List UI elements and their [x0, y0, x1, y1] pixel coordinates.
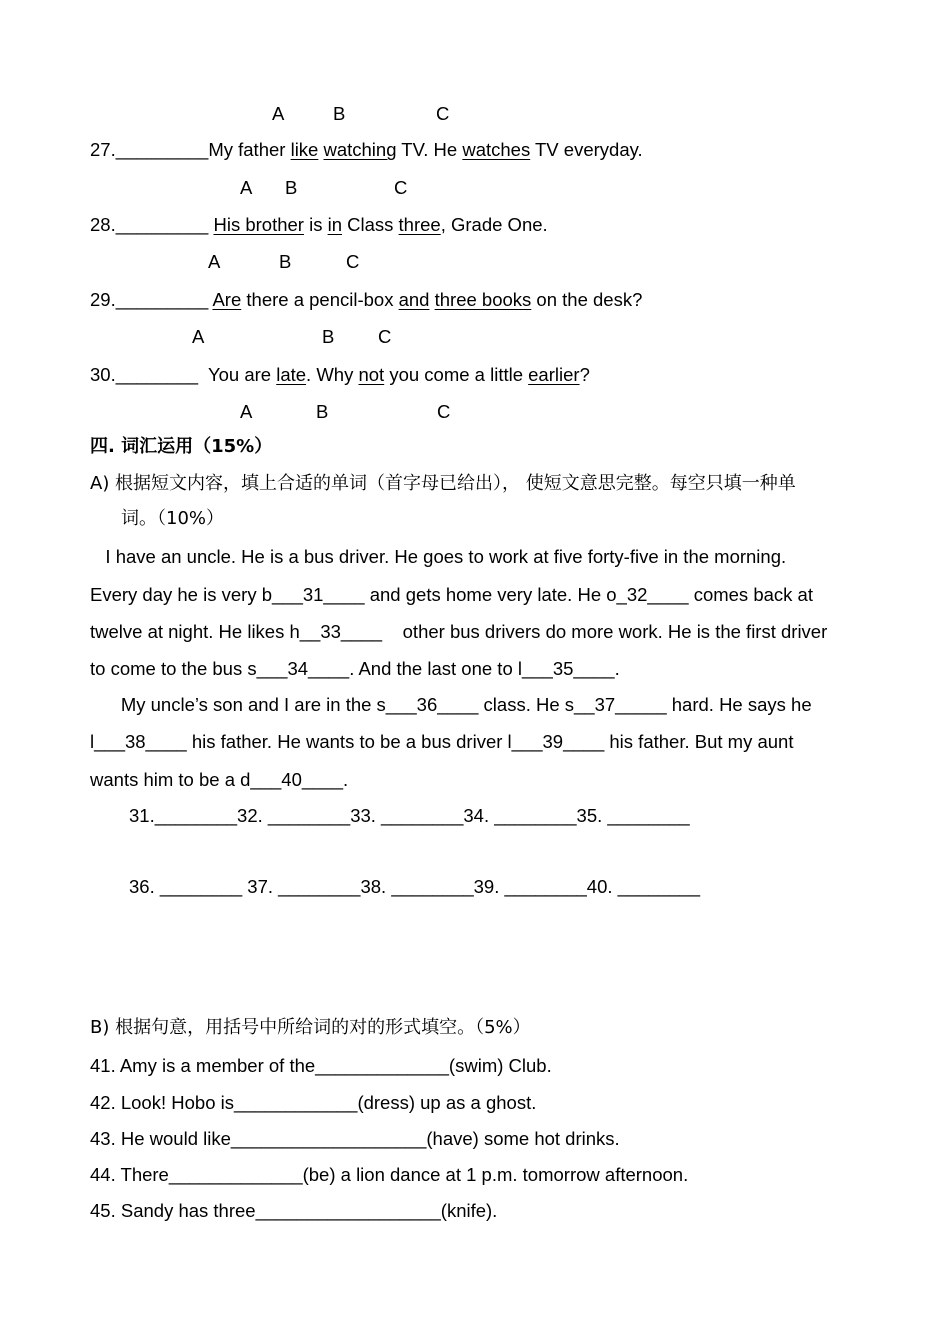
passage-line: Every day he is very b___31____ and gets home very late. He o_32____ comes back at — [90, 584, 813, 605]
q28-letter-a: A — [208, 251, 221, 272]
underlined-a: like — [290, 139, 319, 160]
answer-blank[interactable]: ________ — [115, 364, 199, 385]
section-title: 四. 词汇运用（15%） — [90, 436, 273, 457]
fill-in-item[interactable]: 44. There_____________(be) a lion dance at 1 p.m. tomorrow afternoon. — [90, 1164, 689, 1185]
q30-letter-c: C — [437, 401, 451, 422]
q26-letter-c: C — [436, 103, 450, 124]
part-a-instruction-cont: 词。（10%） — [121, 508, 225, 529]
q27-letter-a: A — [240, 177, 253, 198]
part-a-instruction: A) 根据短文内容，填上合适的单词（首字母已给出）， 使短文意思完整。每空只填一种单 — [90, 473, 796, 494]
question-number: 27. — [90, 139, 116, 160]
text: My father — [208, 139, 291, 160]
question-number: 28. — [90, 214, 116, 235]
passage-line: My uncle’s son and I are in the s___36____ class. He s__37_____ hard. He says he — [90, 694, 812, 715]
underlined-c: three — [398, 214, 441, 235]
q30-letter-a: A — [240, 401, 253, 422]
underlined-a: late — [276, 364, 307, 385]
q26-letter-b: B — [333, 103, 346, 124]
q29-letter-a: A — [192, 326, 205, 347]
text: . Why — [306, 364, 359, 385]
fill-in-item[interactable]: 45. Sandy has three__________________(knife). — [90, 1200, 498, 1221]
passage-line: I have an uncle. He is a bus driver. He goes to work at five forty-five in the morning. — [90, 546, 787, 567]
q29-letter-c: C — [378, 326, 392, 347]
text: Class — [342, 214, 399, 235]
underlined-b: in — [327, 214, 342, 235]
passage-line: twelve at night. He likes h__33____ other bus drivers do more work. He is the first driver — [90, 621, 828, 642]
underlined-c: watches — [462, 139, 531, 160]
question-number: 29. — [90, 289, 116, 310]
text: TV. He — [396, 139, 463, 160]
q27-letter-c: C — [394, 177, 408, 198]
text: on the desk? — [531, 289, 643, 310]
underlined-a: Are — [212, 289, 242, 310]
q28-letter-b: B — [279, 251, 292, 272]
fill-in-item[interactable]: 41. Amy is a member of the_____________(swim) Club. — [90, 1055, 552, 1076]
answer-blank[interactable]: _________ — [115, 214, 209, 235]
q27-letter-b: B — [285, 177, 298, 198]
question-28 — [90, 213, 548, 237]
answer-blank[interactable]: _________ — [115, 289, 209, 310]
fill-in-item[interactable]: 42. Look! Hobo is____________(dress) up as a ghost. — [90, 1092, 537, 1113]
underlined-b: watching — [323, 139, 397, 160]
question-27 — [90, 138, 643, 162]
text: you come a little — [384, 364, 529, 385]
fill-in-item[interactable]: 43. He would like___________________(have) some hot drinks. — [90, 1128, 620, 1149]
q28-letter-c: C — [346, 251, 360, 272]
q29-letter-b: B — [322, 326, 335, 347]
answer-blanks-row-1[interactable]: 31.________32. ________33. ________34. ________35. ________ — [129, 805, 690, 826]
question-29 — [90, 288, 642, 312]
answer-blanks-row-2[interactable]: 36. ________ 37. ________38. ________39. ________40. ________ — [129, 876, 700, 897]
passage-line: l___38____ his father. He wants to be a bus driver l___39____ his father. But my aunt — [90, 731, 794, 752]
passage-line: to come to the bus s___34____. And the last one to l___35____. — [90, 658, 620, 679]
q30-letter-b: B — [316, 401, 329, 422]
text: TV everyday. — [530, 139, 643, 160]
underlined-c: three books — [434, 289, 532, 310]
question-number: 30. — [90, 364, 116, 385]
q26-letter-a: A — [272, 103, 285, 124]
underlined-c: earlier — [528, 364, 580, 385]
underlined-b: and — [398, 289, 430, 310]
answer-blank[interactable]: _________ — [115, 139, 209, 160]
text: there a pencil-box — [241, 289, 399, 310]
part-b-instruction: B) 根据句意，用括号中所给词的对的形式填空。（5%） — [90, 1017, 531, 1038]
text: You are — [198, 364, 277, 385]
text: is — [303, 214, 328, 235]
underlined-b: not — [358, 364, 385, 385]
question-30 — [90, 363, 590, 387]
passage-line: wants him to be a d___40____. — [90, 769, 349, 790]
text: ? — [579, 364, 590, 385]
text: , Grade One. — [440, 214, 548, 235]
underlined-a: His brother — [213, 214, 304, 235]
